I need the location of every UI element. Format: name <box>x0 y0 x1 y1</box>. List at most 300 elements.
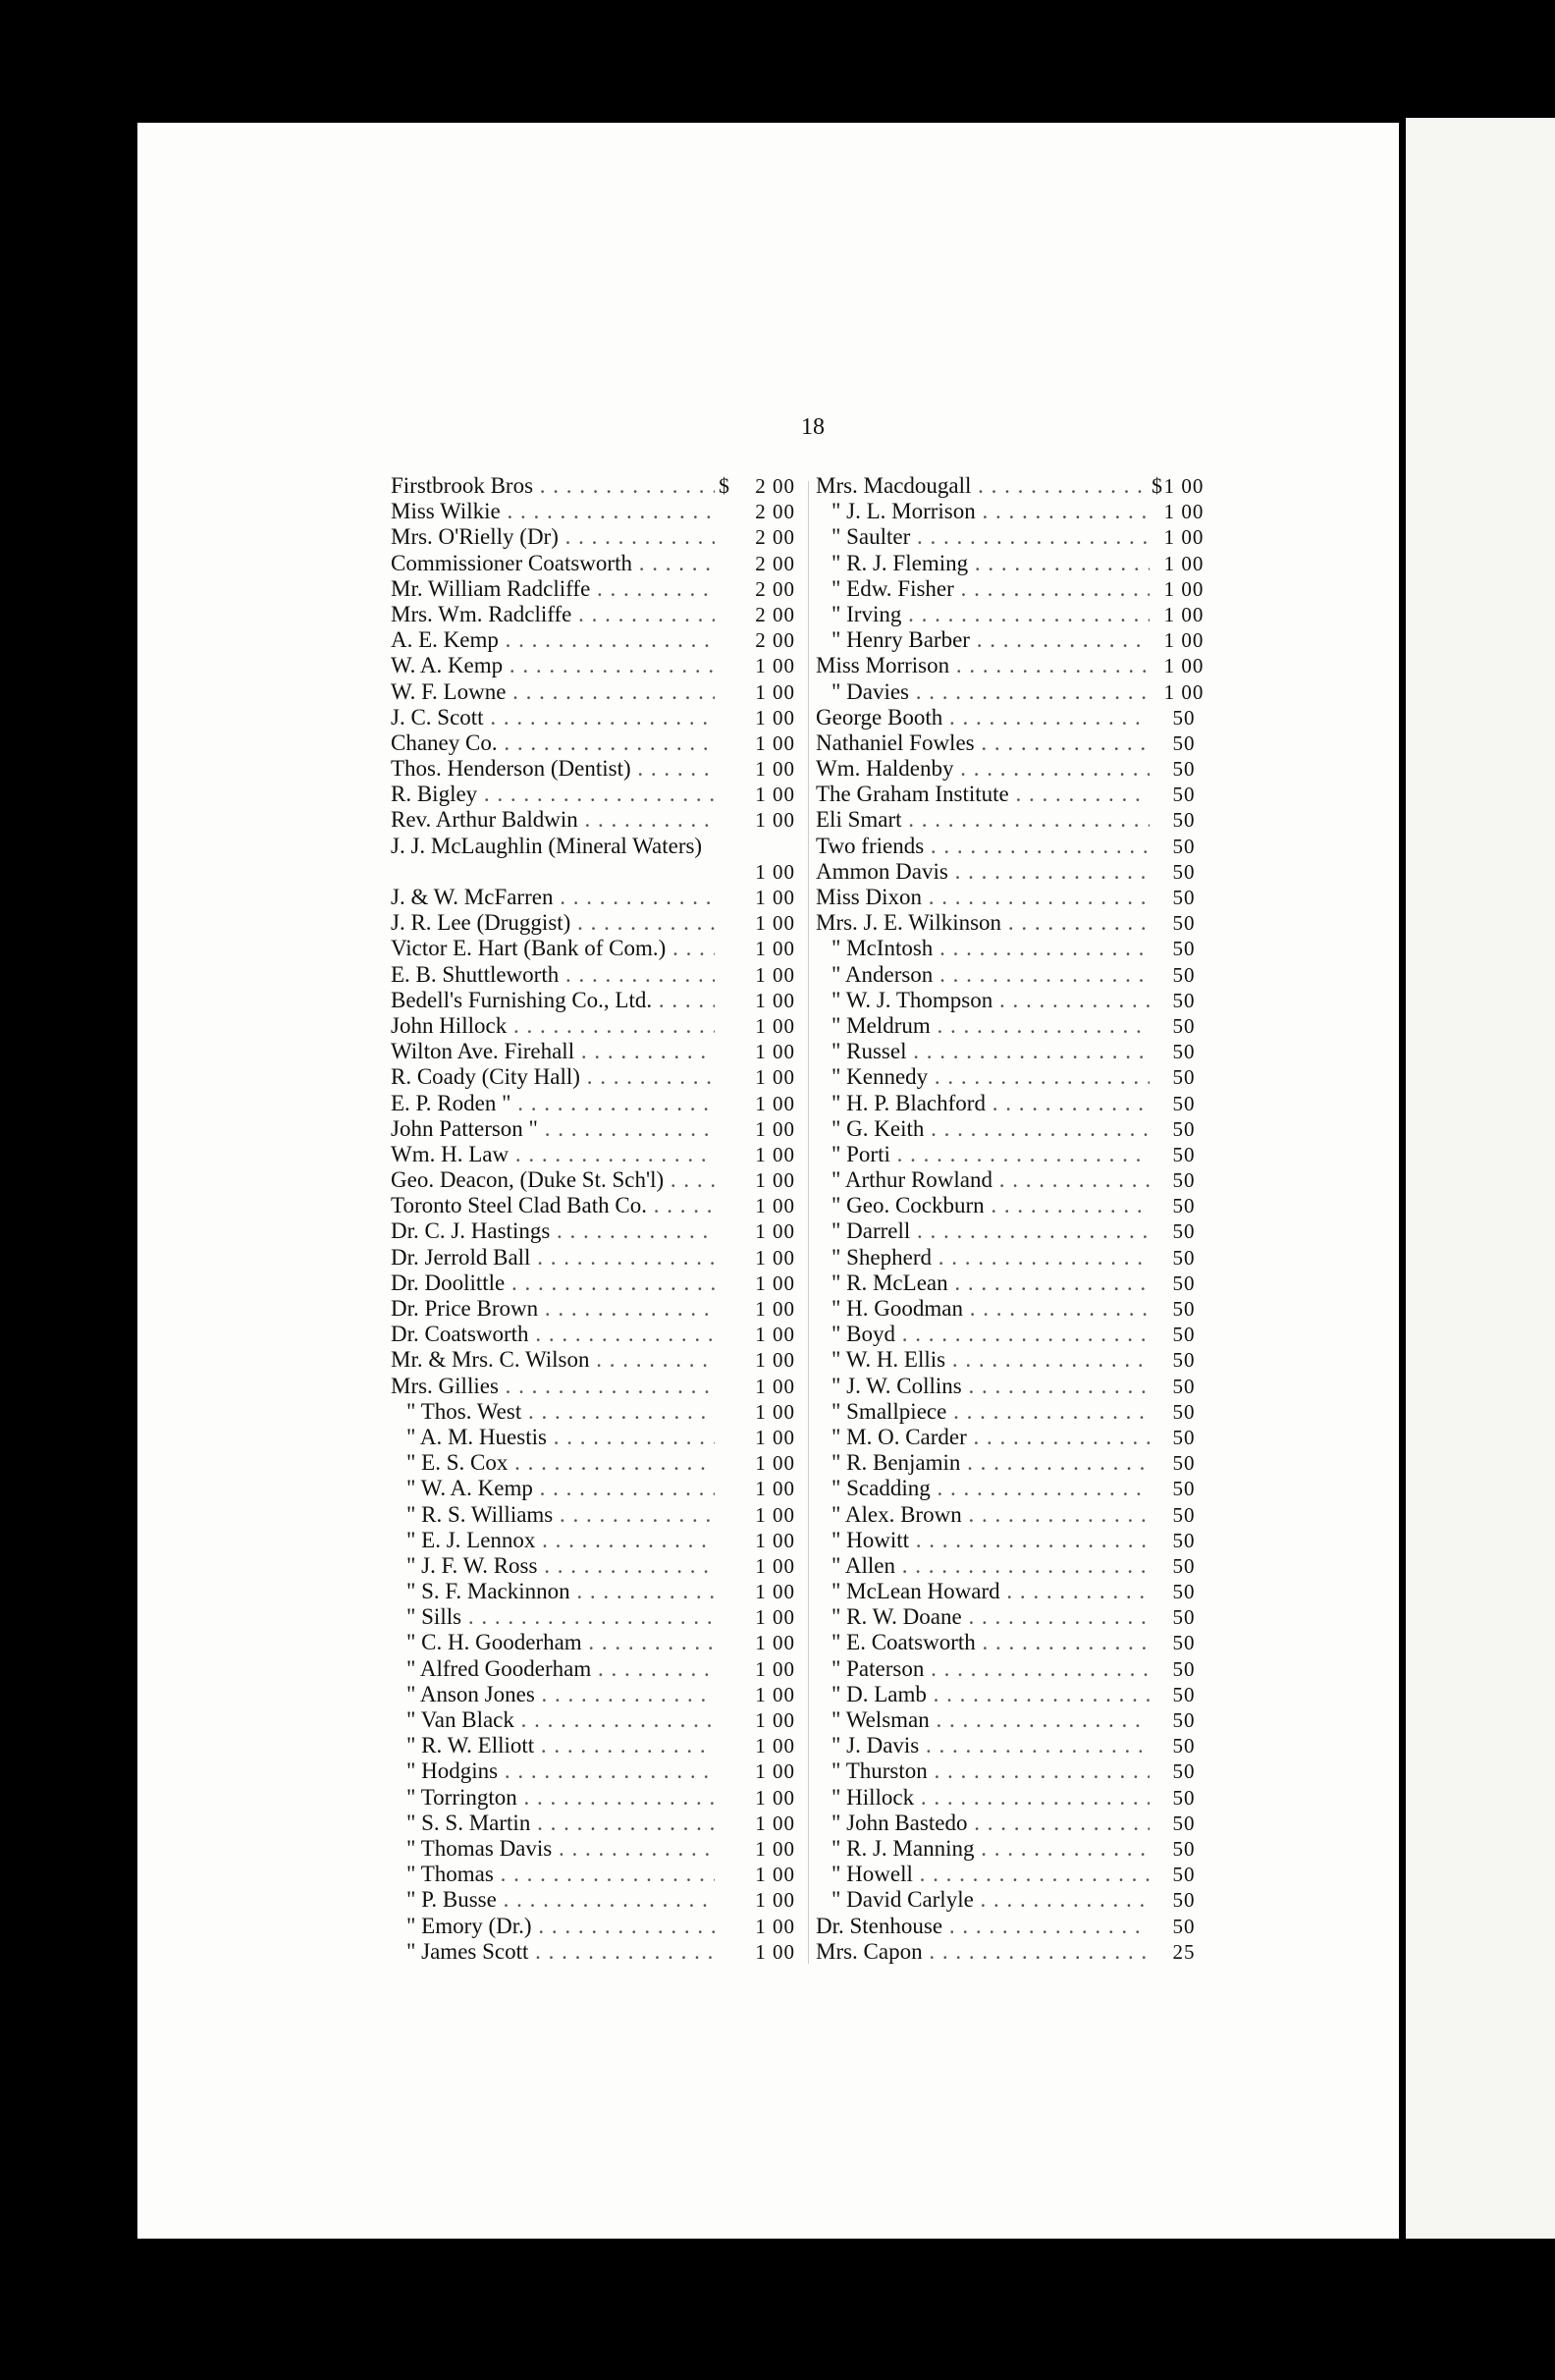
donor-row <box>391 1579 795 1604</box>
donor-row <box>816 1064 1216 1090</box>
donor-row <box>391 524 795 550</box>
donor-row <box>391 1528 795 1553</box>
donation-amount: 1 00 <box>755 1580 795 1604</box>
donor-row <box>816 1630 1216 1655</box>
dollar-sign: $ <box>1152 473 1162 498</box>
donation-amount: 50 <box>1172 937 1196 961</box>
donor-name: J. J. McLaughlin (Mineral Waters) <box>391 833 703 858</box>
donor-row <box>816 730 1216 756</box>
donation-amount: 50 <box>1172 783 1196 807</box>
donation-amount: 50 <box>1172 1013 1196 1038</box>
donation-amount: 1 00 <box>755 1116 795 1141</box>
donor-name: " Russel . . . <box>816 1039 1150 1064</box>
donor-row <box>391 1091 795 1116</box>
donor-name: Dr. Doolittle . . . <box>391 1271 715 1296</box>
donation-amount: 50 <box>1172 1914 1196 1938</box>
donor-name: " McIntosh . . . <box>816 936 1150 961</box>
donor-row <box>816 1347 1216 1373</box>
donation-amount: 50 <box>1172 1656 1196 1681</box>
donor-row <box>391 1887 795 1913</box>
donor-row <box>816 499 1216 524</box>
donor-name: Mrs. Wm. Radcliffe . . . <box>391 602 715 627</box>
donation-amount: 50 <box>1172 1553 1196 1578</box>
donor-row <box>391 988 795 1013</box>
donor-name: " Howitt . . . <box>816 1528 1150 1553</box>
donation-amount: 2 00 <box>755 500 795 524</box>
donor-name: Geo. Deacon, (Duke St. Sch'l) . . . <box>391 1167 715 1193</box>
donor-name: " Howell . . . <box>816 1862 1150 1887</box>
donor-name: " E. J. Lennox . . . <box>391 1528 715 1553</box>
donor-row <box>816 1091 1216 1116</box>
donor-row <box>816 936 1216 961</box>
donor-name: J. R. Lee (Druggist) . . . <box>391 910 715 936</box>
donor-name: " C. H. Gooderham . . . <box>391 1630 715 1655</box>
donation-amount: 2 00 <box>755 551 795 575</box>
donor-row <box>391 602 795 627</box>
donor-name: Mrs. O'Rielly (Dr) . . . <box>391 524 715 550</box>
donor-name: " G. Keith . . . <box>816 1116 1150 1142</box>
donation-amount: 1 00 <box>755 1297 795 1322</box>
donation-amount: 1 00 <box>755 937 795 961</box>
donation-amount: 1 00 <box>755 1914 795 1938</box>
donation-amount: 1 00 <box>755 1759 795 1784</box>
donor-name: Bedell's Furnishing Co., Ltd. . . . <box>391 988 715 1013</box>
donation-amount: 50 <box>1172 1116 1196 1141</box>
donation-amount: 1 00 <box>1163 628 1205 653</box>
donor-row <box>391 1399 795 1425</box>
donor-row <box>391 1630 795 1655</box>
donor-row <box>816 524 1216 550</box>
donation-amount: 50 <box>1172 962 1196 987</box>
donor-row <box>391 1296 795 1322</box>
donor-row <box>816 1604 1216 1630</box>
donation-amount: 25 <box>1172 1939 1196 1964</box>
donor-name: " S. S. Martin . . . <box>391 1811 715 1836</box>
donor-name: " Sills . . . <box>391 1604 715 1630</box>
donor-row <box>391 653 795 678</box>
donor-row <box>391 1682 795 1707</box>
donor-name: " R. W. Elliott . . . <box>391 1733 715 1758</box>
donation-amount: 1 00 <box>755 1836 795 1861</box>
donor-row <box>391 1347 795 1373</box>
donor-name: " McLean Howard . . . <box>816 1579 1150 1604</box>
donor-row <box>391 551 795 576</box>
donor-name: W. F. Lowne . . . <box>391 679 715 705</box>
donor-name: " R. McLean . . . <box>816 1271 1150 1296</box>
donor-row <box>816 1245 1216 1271</box>
donor-row <box>816 1939 1216 1965</box>
donation-amount: 2 00 <box>755 628 795 653</box>
donor-name: Wm. Haldenby . . . <box>816 756 1150 782</box>
donor-row <box>816 1322 1216 1347</box>
donor-row <box>816 1116 1216 1142</box>
donation-amount: 1 00 <box>1163 525 1205 550</box>
donor-name: " Porti . . . <box>816 1142 1150 1167</box>
donor-row <box>816 988 1216 1013</box>
donation-amount: 2 00 <box>755 576 795 601</box>
donation-amount: 1 00 <box>755 1374 795 1398</box>
donation-amount: 1 00 <box>1163 679 1205 704</box>
donor-name: " Thos. West . . . <box>391 1399 715 1425</box>
donor-name: " James Scott . . . <box>391 1939 715 1965</box>
donor-row <box>816 1013 1216 1039</box>
donor-row <box>391 1707 795 1733</box>
donor-row <box>391 1245 795 1271</box>
donor-row <box>816 1039 1216 1064</box>
donation-amount: 50 <box>1172 1040 1196 1064</box>
donation-amount: 1 00 <box>1163 602 1205 626</box>
donation-amount: 1 00 <box>755 757 795 782</box>
donor-name: " Darrell . . . <box>816 1218 1150 1244</box>
donor-name: Dr. Jerrold Ball . . . <box>391 1245 715 1271</box>
donor-row <box>391 936 795 961</box>
donor-row <box>391 1476 795 1501</box>
donor-name: " R. W. Doane . . . <box>816 1604 1150 1630</box>
donor-row <box>391 885 795 910</box>
donation-amount: 50 <box>1172 1502 1196 1527</box>
donation-amount: 50 <box>1172 1605 1196 1630</box>
donation-amount: 1 00 <box>755 1528 795 1552</box>
donor-row <box>816 602 1216 627</box>
donor-row <box>816 576 1216 602</box>
donation-amount: 2 00 <box>755 602 795 626</box>
donor-name: " M. O. Carder . . . <box>816 1425 1150 1450</box>
donor-row <box>816 1656 1216 1682</box>
donor-row <box>816 1142 1216 1167</box>
donor-name: " Meldrum . . . <box>816 1013 1150 1039</box>
donor-row <box>391 679 795 705</box>
donation-amount: 1 00 <box>755 654 795 678</box>
donor-row <box>391 756 795 782</box>
donor-name: " Paterson . . . <box>816 1656 1150 1682</box>
donation-amount: 50 <box>1172 1451 1196 1476</box>
donor-row <box>391 1039 795 1064</box>
donor-row <box>816 1374 1216 1399</box>
donor-name: Mr. William Radcliffe . . . <box>391 576 715 602</box>
donation-amount: 50 <box>1172 1888 1196 1913</box>
donor-name: " R. J. Manning . . . <box>816 1836 1150 1862</box>
donation-amount: 50 <box>1172 730 1196 755</box>
donor-name: " Thurston . . . <box>816 1758 1150 1784</box>
donor-row <box>816 1836 1216 1862</box>
donation-amount: 50 <box>1172 1271 1196 1295</box>
donor-row <box>816 1296 1216 1322</box>
donation-amount: 1 00 <box>755 1013 795 1038</box>
donation-amount: 50 <box>1172 1811 1196 1835</box>
donor-name: " Saulter . . . <box>816 524 1150 550</box>
donation-amount: 1 00 <box>755 1168 795 1193</box>
donation-amount: 1 00 <box>755 1682 795 1706</box>
donation-amount: 1 00 <box>755 1734 795 1758</box>
donor-name: J. C. Scott . . . <box>391 705 715 730</box>
donor-name: " Kennedy . . . <box>816 1064 1150 1090</box>
donation-amount: 1 00 <box>755 705 795 730</box>
donation-amount: 50 <box>1172 1528 1196 1552</box>
donation-amount: 50 <box>1172 1065 1196 1090</box>
donation-amount: 1 00 <box>1163 500 1205 524</box>
donor-name: " W. A. Kemp . . . <box>391 1476 715 1501</box>
donation-amount: 50 <box>1172 1708 1196 1732</box>
donor-row <box>816 1502 1216 1528</box>
donation-amount: 1 00 <box>1163 576 1205 601</box>
donor-row <box>391 1218 795 1244</box>
donor-row <box>816 1271 1216 1296</box>
donor-name: " A. M. Huestis . . . <box>391 1425 715 1450</box>
donor-row <box>391 1322 795 1347</box>
donor-name: Nathaniel Fowles . . . <box>816 730 1150 756</box>
donation-amount: 50 <box>1172 1142 1196 1166</box>
donor-name: Rev. Arthur Baldwin . . . <box>391 807 715 833</box>
donor-name: The Graham Institute . . . <box>816 782 1150 807</box>
donor-row <box>391 1271 795 1296</box>
donor-name: Chaney Co. . . . <box>391 730 715 756</box>
donation-amount: 1 00 <box>755 783 795 807</box>
donor-row <box>816 1450 1216 1476</box>
donor-row <box>816 1811 1216 1836</box>
donor-row <box>391 1811 795 1836</box>
donor-row <box>391 499 795 524</box>
donation-amount: 50 <box>1172 911 1196 936</box>
dollar-sign: $ <box>719 473 729 498</box>
donor-row <box>391 1914 795 1939</box>
donation-amount: 1 00 <box>1163 551 1205 575</box>
donor-row <box>816 1528 1216 1553</box>
donor-name: " J. W. Collins . . . <box>816 1374 1150 1399</box>
donor-name: Dr. C. J. Hastings . . . <box>391 1218 715 1244</box>
donation-amount: 1 00 <box>755 1091 795 1115</box>
donor-name: Mrs. Gillies . . . <box>391 1374 715 1399</box>
donor-row <box>391 1374 795 1399</box>
donation-amount: 1 00 <box>755 1656 795 1681</box>
donation-amount: 50 <box>1172 834 1196 858</box>
donation-amount: 50 <box>1172 1734 1196 1758</box>
donation-amount: 50 <box>1172 1348 1196 1373</box>
donor-name: " Shepherd . . . <box>816 1245 1150 1271</box>
donor-name: " J. L. Morrison . . . <box>816 499 1150 524</box>
donation-amount: 1 00 <box>755 988 795 1012</box>
donor-name: " Van Black . . . <box>391 1707 715 1733</box>
donor-name: Miss Wilkie . . . <box>391 499 715 524</box>
donor-row <box>816 1914 1216 1939</box>
donor-row <box>816 679 1216 705</box>
donor-row <box>816 910 1216 936</box>
donor-row <box>816 1707 1216 1733</box>
donor-name: E. P. Roden " . . . <box>391 1091 715 1116</box>
donor-name: " Geo. Cockburn . . . <box>816 1193 1150 1218</box>
donor-name: " Alex. Brown . . . <box>816 1502 1150 1528</box>
donation-amount: 50 <box>1172 1836 1196 1861</box>
donation-amount: 50 <box>1172 859 1196 884</box>
donor-row <box>816 1785 1216 1811</box>
adjacent-page-edge <box>1406 118 1555 2239</box>
donor-row <box>816 1167 1216 1193</box>
donor-row <box>816 962 1216 988</box>
donation-amount: 1 00 <box>755 1811 795 1835</box>
donation-amount: 1 00 <box>755 1399 795 1424</box>
donor-name: Mr. & Mrs. C. Wilson . . . <box>391 1347 715 1373</box>
donor-row <box>816 859 1216 885</box>
donor-row <box>816 551 1216 576</box>
donation-amount: 1 00 <box>755 1888 795 1913</box>
donation-amount: 50 <box>1172 808 1196 833</box>
donor-row <box>816 807 1216 833</box>
left-donor-column <box>391 473 795 1965</box>
donation-amount: 50 <box>1172 1323 1196 1347</box>
donor-row <box>816 1682 1216 1707</box>
donor-name: " H. Goodman . . . <box>816 1296 1150 1322</box>
donor-row <box>391 782 795 807</box>
donation-amount: 50 <box>1172 1425 1196 1449</box>
donor-name: Dr. Price Brown . . . <box>391 1296 715 1322</box>
donor-name: Firstbrook Bros . . . <box>391 473 715 499</box>
donor-name: " J. F. W. Ross . . . <box>391 1553 715 1579</box>
donor-name: Two friends . . . <box>816 834 1150 859</box>
donor-name: " Emory (Dr.) . . . <box>391 1914 715 1939</box>
donor-name: " Torrington . . . <box>391 1785 715 1811</box>
donation-amount: 1 00 <box>755 1271 795 1295</box>
donation-amount: 1 00 <box>755 1065 795 1090</box>
donation-amount: 50 <box>1172 1785 1196 1810</box>
donor-name: Toronto Steel Clad Bath Co. . . . <box>391 1193 715 1218</box>
donation-amount: 1 00 <box>755 1605 795 1630</box>
donor-name: Dr. Stenhouse . . . <box>816 1914 1150 1939</box>
donor-name: " S. F. Mackinnon . . . <box>391 1579 715 1604</box>
donor-row <box>816 627 1216 653</box>
donation-amount: 1 00 <box>1163 474 1205 498</box>
donation-amount: 50 <box>1172 705 1196 730</box>
donation-amount: 50 <box>1172 1631 1196 1655</box>
donation-amount: 1 00 <box>755 1194 795 1218</box>
column-divider <box>808 481 809 1964</box>
donor-name: " John Bastedo . . . <box>816 1811 1150 1836</box>
donor-name: " P. Busse . . . <box>391 1887 715 1913</box>
donor-row <box>816 834 1216 859</box>
donor-row <box>391 834 795 885</box>
donation-amount: 1 00 <box>755 1323 795 1347</box>
donor-name: " H. P. Blachford . . . <box>816 1091 1150 1116</box>
donation-amount: 50 <box>1172 1297 1196 1321</box>
donor-name: R. Coady (City Hall) . . . <box>391 1064 715 1090</box>
donation-amount: 1 00 <box>755 1553 795 1578</box>
donor-row <box>391 705 795 730</box>
donor-name: " J. Davis . . . <box>816 1733 1150 1758</box>
donation-amount: 1 00 <box>755 962 795 987</box>
donor-row <box>391 1450 795 1476</box>
donor-row <box>391 807 795 833</box>
donation-amount: 1 00 <box>755 1708 795 1733</box>
donor-row <box>391 1862 795 1887</box>
donor-name: " E. Coatsworth . . . <box>816 1630 1150 1655</box>
donation-amount: 50 <box>1172 1580 1196 1604</box>
donor-row <box>816 473 1216 499</box>
donor-name: R. Bigley . . . <box>391 782 715 807</box>
donation-amount: 1 00 <box>755 1502 795 1527</box>
donor-name: " E. S. Cox . . . <box>391 1450 715 1476</box>
donation-amount: 1 00 <box>755 1863 795 1887</box>
donor-name: Thos. Henderson (Dentist) . . . <box>391 756 715 782</box>
donation-amount: 50 <box>1172 1477 1196 1501</box>
donor-name: " D. Lamb . . . <box>816 1682 1150 1707</box>
donor-name: A. E. Kemp . . . <box>391 627 715 653</box>
donor-name: John Patterson " . . . <box>391 1116 715 1142</box>
donor-row <box>816 1425 1216 1450</box>
donation-amount: 1 00 <box>755 1451 795 1476</box>
donor-row <box>816 1862 1216 1887</box>
donation-amount: 1 00 <box>755 1425 795 1449</box>
donor-name: " R. S. Williams . . . <box>391 1502 715 1528</box>
donor-name: " Alfred Gooderham . . . <box>391 1656 715 1682</box>
donor-row <box>391 576 795 602</box>
donor-row <box>391 1142 795 1167</box>
donor-name: " W. H. Ellis . . . <box>816 1347 1150 1373</box>
donation-amount: 50 <box>1172 1245 1196 1270</box>
donation-amount: 1 00 <box>755 1219 795 1244</box>
donor-name: " Hillock . . . <box>816 1785 1150 1811</box>
donation-amount: 1 00 <box>755 886 795 910</box>
donation-amount: 1 00 <box>755 730 795 755</box>
donor-name: E. B. Shuttleworth . . . <box>391 962 715 988</box>
donation-amount: 1 00 <box>755 1631 795 1655</box>
donor-row <box>391 473 795 499</box>
donor-row <box>816 1218 1216 1244</box>
donor-name: Victor E. Hart (Bank of Com.) . . . <box>391 936 715 961</box>
donor-name: " Smallpiece . . . <box>816 1399 1150 1425</box>
donor-row <box>816 1553 1216 1579</box>
donation-amount: 50 <box>1172 1168 1196 1193</box>
donor-row <box>816 1758 1216 1784</box>
donor-row <box>391 1167 795 1193</box>
donor-row <box>391 627 795 653</box>
donation-amount: 1 00 <box>755 1040 795 1064</box>
donor-name: " Scadding . . . <box>816 1476 1150 1501</box>
donor-row <box>816 1399 1216 1425</box>
donor-name: " Hodgins . . . <box>391 1758 715 1784</box>
donor-name: Wm. H. Law . . . <box>391 1142 715 1167</box>
donation-amount: 50 <box>1172 757 1196 782</box>
donor-name: Mrs. Macdougall . . . <box>816 473 1150 499</box>
right-donor-column <box>816 473 1216 1965</box>
donation-amount: 1 00 <box>755 808 795 833</box>
donor-row <box>391 1939 795 1965</box>
donation-amount: 50 <box>1172 988 1196 1012</box>
donor-row <box>391 1785 795 1811</box>
donation-amount: 50 <box>1172 1863 1196 1887</box>
donor-row <box>391 1604 795 1630</box>
donation-amount: 50 <box>1172 1682 1196 1706</box>
donor-name: Miss Morrison . . . <box>816 653 1150 678</box>
donor-row <box>391 1064 795 1090</box>
donor-name: Mrs. J. E. Wilkinson . . . <box>816 910 1150 936</box>
donor-name: " Anson Jones . . . <box>391 1682 715 1707</box>
donation-amount: 1 00 <box>1163 654 1205 678</box>
donor-name: Mrs. Capon . . . <box>816 1939 1150 1965</box>
donation-amount: 50 <box>1172 1374 1196 1398</box>
donor-row <box>391 1193 795 1218</box>
donor-row <box>391 1425 795 1450</box>
donor-name: " Davies . . . <box>816 679 1150 705</box>
donation-amount: 1 00 <box>755 679 795 704</box>
donor-name: Dr. Coatsworth . . . <box>391 1322 715 1347</box>
donation-amount: 1 00 <box>755 1785 795 1810</box>
donation-amount: 1 00 <box>755 1142 795 1166</box>
donor-name: Wilton Ave. Firehall . . . <box>391 1039 715 1064</box>
donor-row <box>391 910 795 936</box>
donor-name: " W. J. Thompson . . . <box>816 988 1150 1013</box>
donation-amount: 2 00 <box>755 525 795 550</box>
donor-row <box>391 1758 795 1784</box>
donor-row <box>816 1193 1216 1218</box>
donation-amount: 50 <box>1172 886 1196 909</box>
